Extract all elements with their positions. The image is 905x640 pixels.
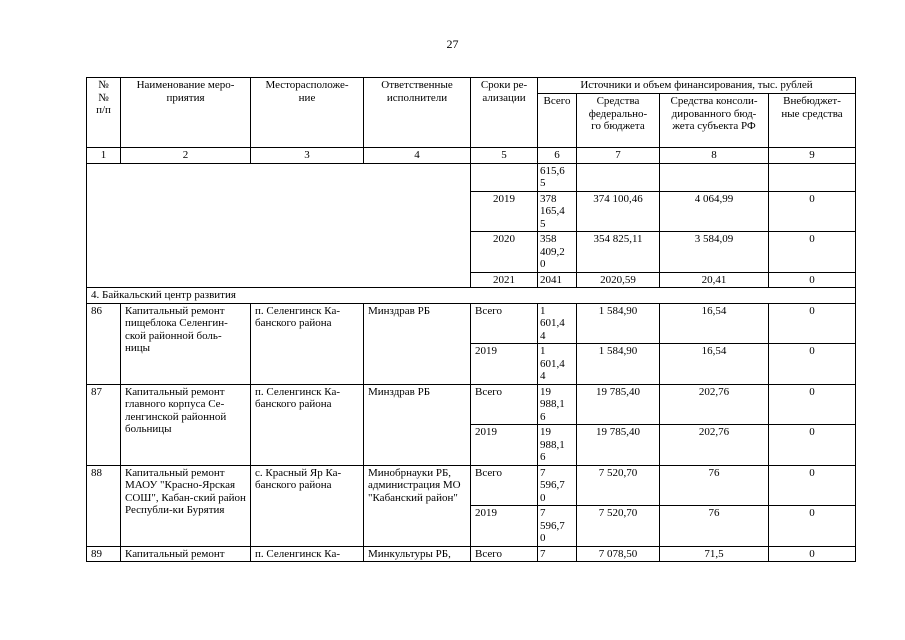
consolidated-cell: 3 584,09 [660,232,769,273]
column-number: 9 [769,148,856,164]
item-responsible: Минкультуры РБ, [364,546,471,562]
extrabudget-cell: 0 [769,465,856,506]
financing-table [86,77,856,562]
federal-cell: 2020,59 [577,272,660,288]
extrabudget-cell: 0 [769,344,856,385]
extrabudget-cell: 0 [769,506,856,547]
total-cell: 19 988,1 6 [538,425,577,466]
column-number: 8 [660,148,769,164]
column-number: 6 [538,148,577,164]
item-number: 89 [87,546,121,562]
year-cell: 2019 [471,191,538,232]
consolidated-cell: 202,76 [660,384,769,425]
header-consolidated: Средства консоли- дированного бюд- жета субъекта РФ [660,94,769,148]
extrabudget-cell: 0 [769,232,856,273]
term-cell: Всего [471,303,538,344]
federal-cell: 7 078,50 [577,546,660,562]
header-federal: Средства федерально- го бюджета [577,94,660,148]
consolidated-cell [660,163,769,191]
consolidated-cell: 202,76 [660,425,769,466]
extrabudget-cell: 0 [769,425,856,466]
total-cell: 2041 [538,272,577,288]
consolidated-cell: 76 [660,506,769,547]
header-name: Наименование меро- приятия [121,78,251,148]
continuation-blank [87,163,471,288]
term-cell: Всего [471,384,538,425]
total-cell: 358 409,2 0 [538,232,577,273]
header-num: № № п/п [87,78,121,148]
table-row [87,163,856,191]
item-location: п. Селенгинск Ка-банского района [251,303,364,384]
total-cell: 378 165,4 5 [538,191,577,232]
term-cell: 2019 [471,506,538,547]
header-location: Месторасположе- ние [251,78,364,148]
consolidated-cell: 71,5 [660,546,769,562]
table-row [87,546,856,562]
item-name: Капитальный ремонт пищеблока Селенгин-ской районной боль-ницы [121,303,251,384]
federal-cell: 1 584,90 [577,344,660,385]
section-row [87,288,856,304]
federal-cell [577,163,660,191]
federal-cell: 374 100,46 [577,191,660,232]
table-body [87,78,856,562]
column-number: 1 [87,148,121,164]
item-responsible: Минобрнауки РБ, администрация МО "Кабанский район" [364,465,471,546]
item-number: 87 [87,384,121,465]
page-number: 27 [446,37,459,51]
item-responsible: Минздрав РБ [364,303,471,384]
header-sources: Источники и объем финансирования, тыс. рублей [538,78,856,94]
term-cell: Всего [471,465,538,506]
colnum-row [87,148,856,164]
consolidated-cell: 4 064,99 [660,191,769,232]
extrabudget-cell: 0 [769,546,856,562]
header-terms: Сроки ре- ализации [471,78,538,148]
consolidated-cell: 16,54 [660,344,769,385]
year-cell [471,163,538,191]
item-name: Капитальный ремонт [121,546,251,562]
column-number: 2 [121,148,251,164]
header-row [87,78,856,94]
column-number: 4 [364,148,471,164]
total-cell: 1 601,4 4 [538,344,577,385]
item-location: п. Селенгинск Ка-банского района [251,384,364,465]
extrabudget-cell: 0 [769,272,856,288]
extrabudget-cell [769,163,856,191]
federal-cell: 19 785,40 [577,384,660,425]
year-cell: 2021 [471,272,538,288]
item-responsible: Минздрав РБ [364,384,471,465]
total-cell: 7 [538,546,577,562]
federal-cell: 7 520,70 [577,465,660,506]
header-total: Всего [538,94,577,148]
item-name: Капитальный ремонт МАОУ "Красно-Ярская СОШ", Кабан-ский район Республи-ки Бурятия [121,465,251,546]
consolidated-cell: 16,54 [660,303,769,344]
term-cell: Всего [471,546,538,562]
section-title: 4. Байкальский центр развития [87,288,856,304]
total-cell: 7 596,7 0 [538,465,577,506]
item-name: Капитальный ремонт главного корпуса Се-ленгинской районной больницы [121,384,251,465]
column-number: 3 [251,148,364,164]
total-cell: 19 988,1 6 [538,384,577,425]
column-number: 7 [577,148,660,164]
federal-cell: 7 520,70 [577,506,660,547]
table-row [87,384,856,425]
term-cell: 2019 [471,425,538,466]
table-row [87,465,856,506]
federal-cell: 19 785,40 [577,425,660,466]
header-extrabudget: Внебюджет- ные средства [769,94,856,148]
total-cell: 615,6 5 [538,163,577,191]
extrabudget-cell: 0 [769,384,856,425]
federal-cell: 354 825,11 [577,232,660,273]
total-cell: 7 596,7 0 [538,506,577,547]
extrabudget-cell: 0 [769,191,856,232]
extrabudget-cell: 0 [769,303,856,344]
consolidated-cell: 20,41 [660,272,769,288]
term-cell: 2019 [471,344,538,385]
item-location: п. Селенгинск Ка- [251,546,364,562]
header-responsible: Ответственные исполнители [364,78,471,148]
year-cell: 2020 [471,232,538,273]
consolidated-cell: 76 [660,465,769,506]
table-row [87,303,856,344]
federal-cell: 1 584,90 [577,303,660,344]
total-cell: 1 601,4 4 [538,303,577,344]
item-location: с. Красный Яр Ка-банского района [251,465,364,546]
item-number: 86 [87,303,121,384]
column-number: 5 [471,148,538,164]
item-number: 88 [87,465,121,546]
